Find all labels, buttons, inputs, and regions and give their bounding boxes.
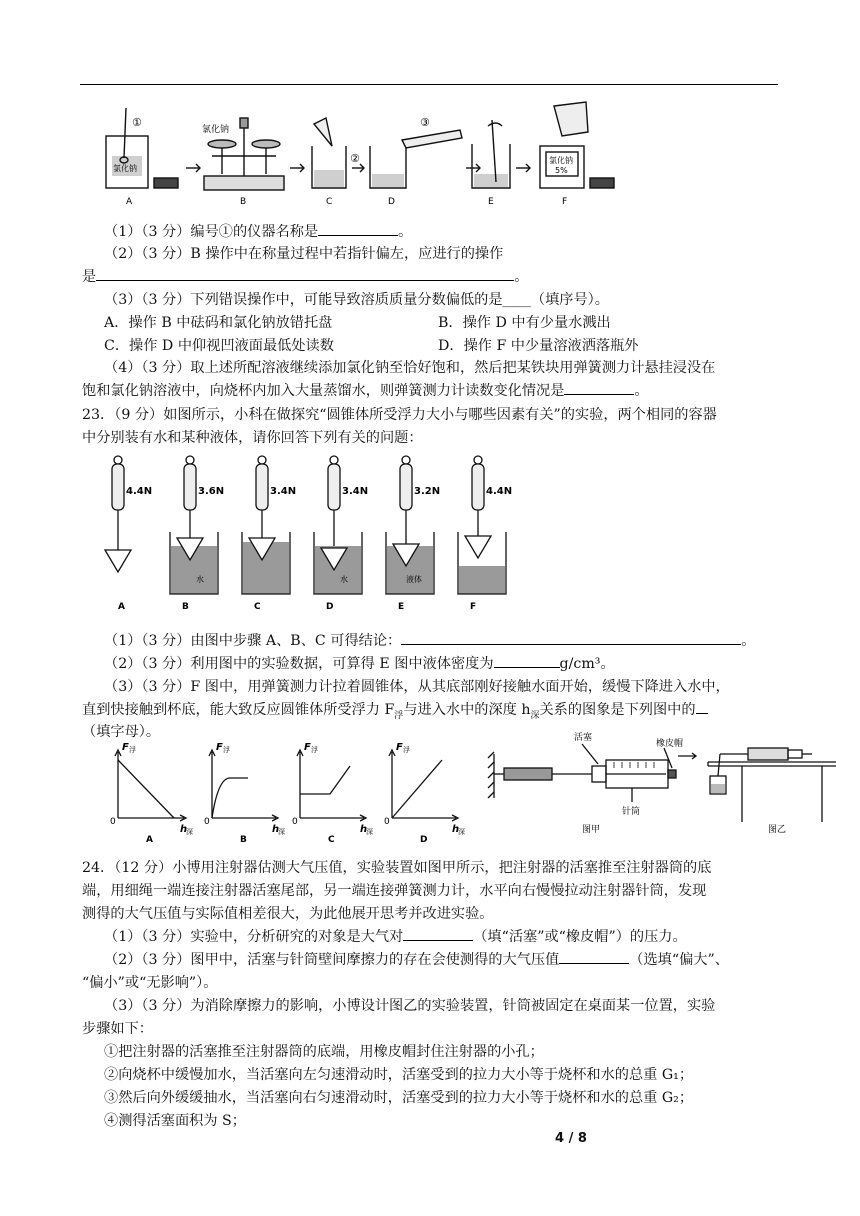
reading-d: 3.4N <box>342 486 369 497</box>
graph-a-xsub: 深 <box>186 828 193 836</box>
fig22-label-a: A <box>126 197 133 207</box>
header-rule <box>80 84 778 85</box>
nacl-label: 氯化钠 <box>202 125 230 135</box>
q24-step-1: ①把注射器的活塞推至注射器筒的底端，用橡皮帽封住注射器的小孔； <box>104 1044 544 1060</box>
q22-blank-1[interactable] <box>318 221 398 236</box>
graph-c-xlabel: h <box>360 824 368 835</box>
cone-5 <box>465 536 491 558</box>
q23-part3-a: （3）（3 分）F 图中，用弹簧测力计拉着圆锥体，从其底部刚好接触水面开始，缓慢下降进入水中， <box>104 679 730 695</box>
water-label-d: 水 <box>340 575 348 584</box>
bottle-a-label: 氯化钠 <box>113 164 137 173</box>
circle-2-label: ② <box>350 152 360 165</box>
spring-scale-0 <box>112 464 124 510</box>
graph-d-xsub: 深 <box>458 828 465 836</box>
graph-b-origin: 0 <box>204 817 210 827</box>
q22-option-a: A．操作 B 中砝码和氯化钠放错托盘 <box>104 315 333 331</box>
fig22-label-e: E <box>488 197 494 207</box>
cone-0 <box>105 550 131 572</box>
reading-c: 3.4N <box>270 486 297 497</box>
graph-a-ysub: 浮 <box>129 746 136 754</box>
q23-head-2: 中分别装有水和某种液体，请你回答下列有关的问题： <box>82 430 423 446</box>
q24-head-1: 24．（12 分）小博用注射器估测大气压值，实验装置如图甲所示，把注射器的活塞推至注射器筒的底 <box>82 860 712 876</box>
scale-ring-2 <box>258 456 266 464</box>
q24-part2: （2）（3 分）图甲中，活塞与针筒壁间摩擦力的存在会使测得的大气压值 （选填“偏大”、 <box>104 949 729 971</box>
q24-head-3: 测得的大气压值与实际值相差很大，为此他展开思考并改进实验。 <box>82 906 494 922</box>
q24-step-4: ④测得活塞面积为 S； <box>104 1113 246 1129</box>
page-number: 4 / 8 <box>555 1131 587 1146</box>
q24-part3-b: 步骤如下： <box>82 1021 153 1037</box>
q23-part2: （2）（3 分）利用图中的实验数据，可算得 E 图中液体密度为 g/cm³。 <box>104 653 615 675</box>
q24-syringe-figure <box>486 726 838 838</box>
q23-head-1: 23．（9 分）如图所示，小科在做探究“圆锥体所受浮力大小与哪些因素有关”的实验，两个相同的容器 <box>82 407 717 423</box>
q23-blank-3[interactable] <box>696 699 708 714</box>
q23-graphs <box>100 738 480 846</box>
fig23-label-c: C <box>254 602 261 612</box>
graph-c-ylabel: F <box>304 742 311 753</box>
fig22-label-f: F <box>562 197 568 207</box>
graph-c-xsub: 深 <box>366 828 373 836</box>
fig23-label-a: A <box>118 602 125 612</box>
scale-ring-0 <box>114 456 122 464</box>
q23-part3-b: 直到快接触到杯底，能大致反应圆锥体所受浮力 $F_浮$与进入水中的深度 $h_深$关系的图象是下列图中的 <box>82 699 708 727</box>
graph-d-xlabel: h <box>452 824 460 835</box>
q23-blank-1[interactable] <box>401 630 741 645</box>
q22-part1: （1）（3 分）编号①的仪器名称是 。 <box>104 221 412 243</box>
spring-scale-3 <box>328 464 340 510</box>
reading-e: 3.2N <box>414 486 441 497</box>
q22-option-c: C．操作 D 中仰视凹液面最低处读数 <box>104 338 334 354</box>
scale-ring-5 <box>474 456 482 464</box>
q22-part4-b: 饱和氯化钠溶液中，向烧杯内加入大量蒸馏水，则弹簧测力计读数变化情况是 。 <box>82 380 649 402</box>
graph-c-letter: C <box>328 835 335 845</box>
q23-part1: （1）（3 分）由图中步骤 A、B、C 可得结论： 。 <box>104 630 755 652</box>
graph-a-xlabel: h <box>180 824 188 835</box>
fig22-label-d: D <box>388 197 395 207</box>
scale-ring-1 <box>186 456 194 464</box>
graph-d-origin: 0 <box>384 817 390 827</box>
graph-b-ylabel: F <box>216 742 223 753</box>
q22-part4-a: （4）（3 分）取上述所配溶液继续添加氯化钠至恰好饱和，然后把某铁块用弹簧测力计悬挂浸没在 <box>104 360 716 376</box>
q24-head-2: 端，用细绳一端连接注射器活塞尾部，另一端连接弹簧测力计，水平向右慢慢拉动注射器针筒，发现 <box>82 883 707 899</box>
q22-blank-2[interactable] <box>96 266 514 281</box>
liquid-label-e: 液体 <box>406 575 422 584</box>
graph-d-ysub: 浮 <box>403 746 410 754</box>
bottle-f-label-2: 5% <box>555 166 568 175</box>
reading-a: 4.4N <box>126 486 153 497</box>
fig-yi-label: 图乙 <box>768 825 787 835</box>
scale-ring-4 <box>402 456 410 464</box>
spring-scale-4 <box>400 464 412 510</box>
graph-c-origin: 0 <box>292 817 298 827</box>
bottle-f-label-1: 氯化钠 <box>549 156 573 165</box>
q24-step-2: ②向烧杯中缓慢加水，当活塞向左匀速滑动时，活塞受到的拉力大小等于烧杯和水的总重 G₁； <box>104 1067 694 1083</box>
q24-part2-b: “偏小”或“无影响”）。 <box>82 975 218 991</box>
q22-part3: （3）（3 分）下列错误操作中，可能导致溶质质量分数偏低的是____（填序号）。 <box>104 292 609 308</box>
spring-scale-1 <box>184 464 196 510</box>
q24-step-3: ③然后向外缓缓抽水，当活塞向右匀速滑动时，活塞受到的拉力大小等于烧杯和水的总重 G₂； <box>104 1090 694 1106</box>
graph-b-letter: B <box>240 835 247 845</box>
fig-jia-label: 图甲 <box>582 825 601 835</box>
circle-3-label: ③ <box>420 116 430 129</box>
fig23-label-f: F <box>470 602 477 612</box>
graph-a-letter: A <box>146 835 153 845</box>
graph-a-origin: 0 <box>110 817 116 827</box>
q24-blank-2[interactable] <box>559 949 629 964</box>
q22-experiment-figure <box>100 96 620 210</box>
q24-part1: （1）（3 分）实验中，分析研究的对象是大气对 （填“活塞”或“橡皮帽”）的压力。 <box>104 926 687 948</box>
fig22-label-b: B <box>240 197 247 207</box>
graph-b-ysub: 浮 <box>223 746 230 754</box>
fig23-label-e: E <box>398 602 405 612</box>
q22-option-b: B．操作 D 中有少量水溅出 <box>438 315 611 331</box>
spring-scale-2 <box>256 464 268 510</box>
water-label-b: 水 <box>196 575 204 584</box>
liquid-5 <box>459 566 505 594</box>
graph-a-ylabel: F <box>122 742 129 753</box>
q24-blank-1[interactable] <box>403 926 473 941</box>
spring-scale-5 <box>472 464 484 510</box>
q22-part2: （2）（3 分）B 操作中在称量过程中若指针偏左，应进行的操作 <box>104 246 504 262</box>
q22-option-d: D．操作 F 中少量溶液洒落瓶外 <box>438 338 639 354</box>
q23-part3-c: （填字母）。 <box>82 724 161 740</box>
reading-b: 3.6N <box>198 486 225 497</box>
graph-c-ysub: 浮 <box>311 746 318 754</box>
circle-1-label: ① <box>132 116 142 129</box>
q23-blank-2[interactable] <box>494 653 560 668</box>
reading-f: 4.4N <box>486 486 513 497</box>
fig23-label-d: D <box>326 602 334 612</box>
q23-buoyancy-figure <box>104 454 524 614</box>
graph-b-xsub: 深 <box>278 828 285 836</box>
graph-b-xlabel: h <box>272 824 280 835</box>
syringe-label: 针筒 <box>622 807 641 817</box>
q22-blank-4[interactable] <box>564 380 634 395</box>
q24-part3-a: （3）（3 分）为消除摩擦力的影响，小博设计图乙的实验装置，针筒被固定在桌面某一位置，实验 <box>104 998 716 1014</box>
q22-part2-b: 是 。 <box>82 266 528 288</box>
fig22-label-c: C <box>326 197 333 207</box>
fig23-label-b: B <box>182 602 189 612</box>
scale-ring-3 <box>330 456 338 464</box>
piston-label: 活塞 <box>574 733 593 743</box>
graph-d-ylabel: F <box>396 742 403 753</box>
graph-d-letter: D <box>420 835 428 845</box>
cap-label: 橡皮帽 <box>656 739 684 749</box>
